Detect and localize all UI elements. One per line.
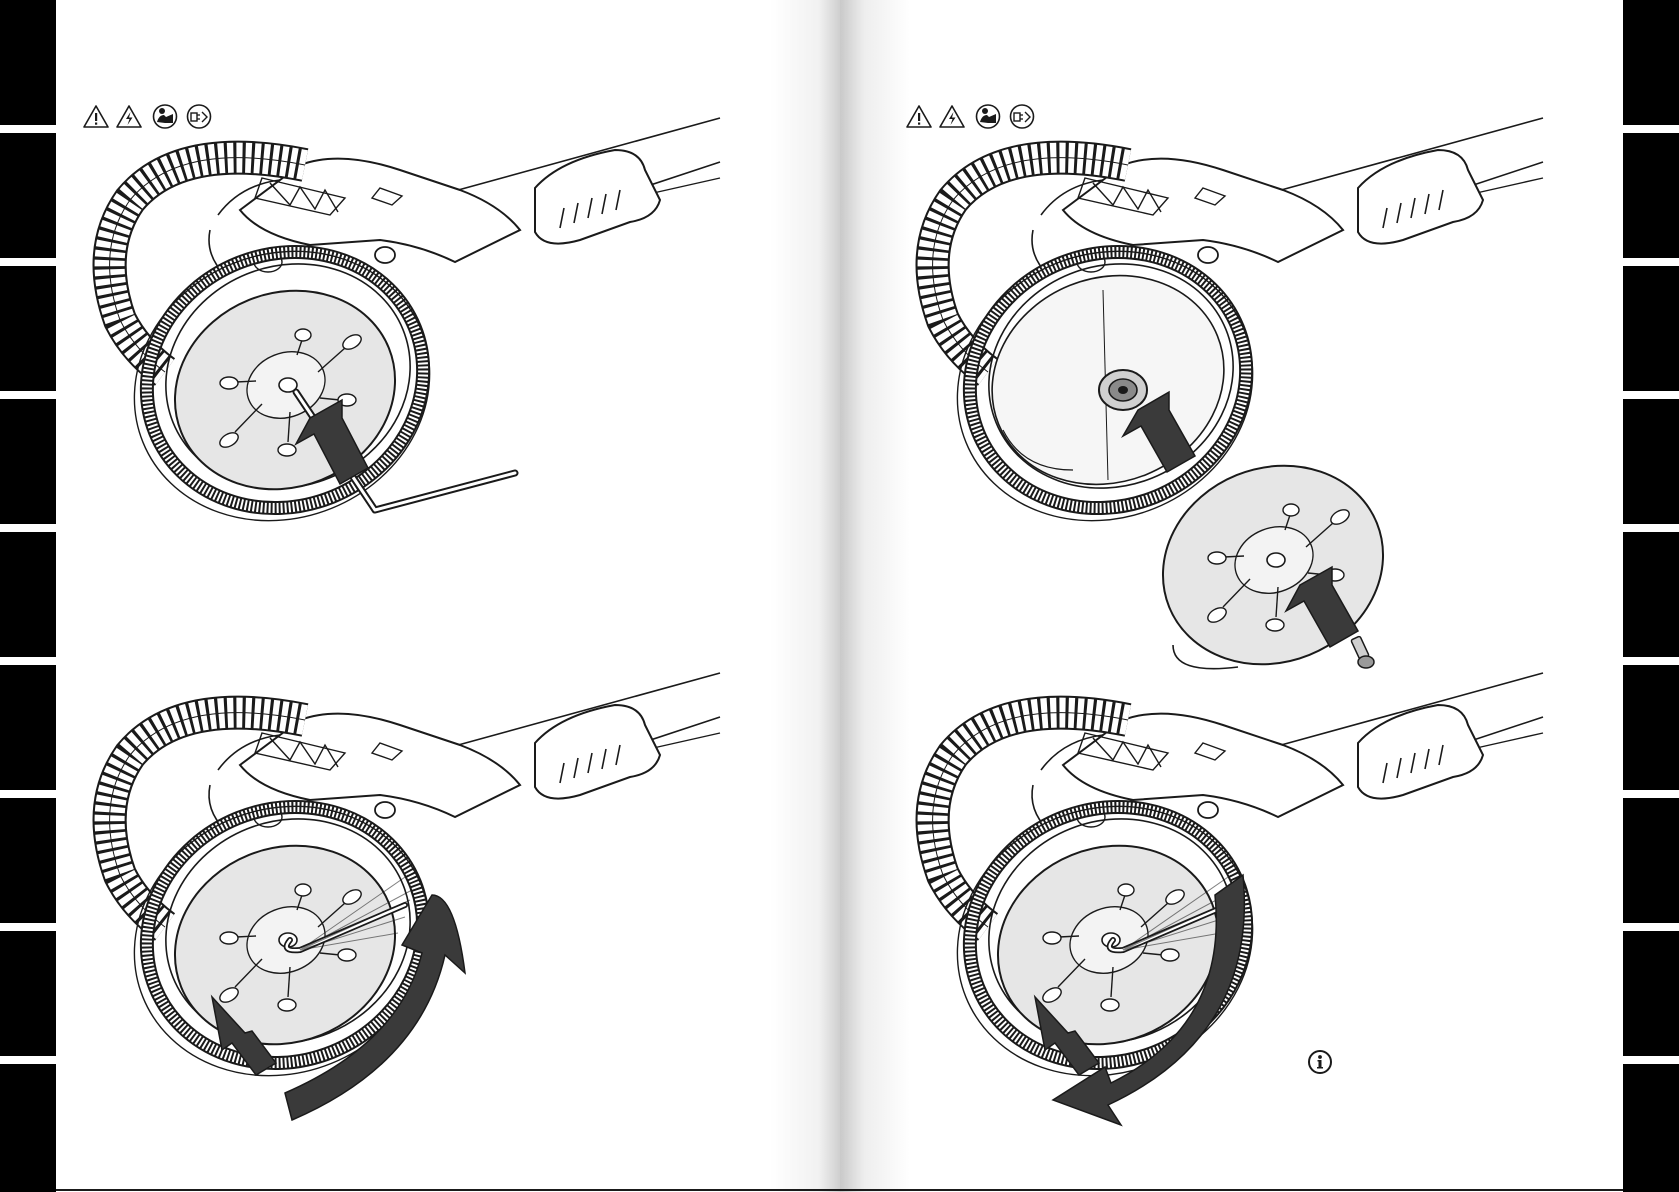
safety-icon-row: [907, 105, 1034, 128]
right-bottom-illustration: [916, 673, 1543, 1125]
safety-icon-row: [84, 105, 211, 128]
gutter-shadow-left: [770, 0, 840, 1192]
pad-screw: [1351, 636, 1374, 668]
info-icon: [1309, 1051, 1331, 1073]
right-edge-tabs: [1623, 0, 1679, 1192]
right-top-illustration: [907, 105, 1543, 697]
gutter-shadow-right: [840, 0, 910, 1192]
left-bottom-illustration: [93, 673, 720, 1120]
left-top-illustration: [84, 105, 720, 565]
left-edge-tabs: [0, 0, 56, 1192]
